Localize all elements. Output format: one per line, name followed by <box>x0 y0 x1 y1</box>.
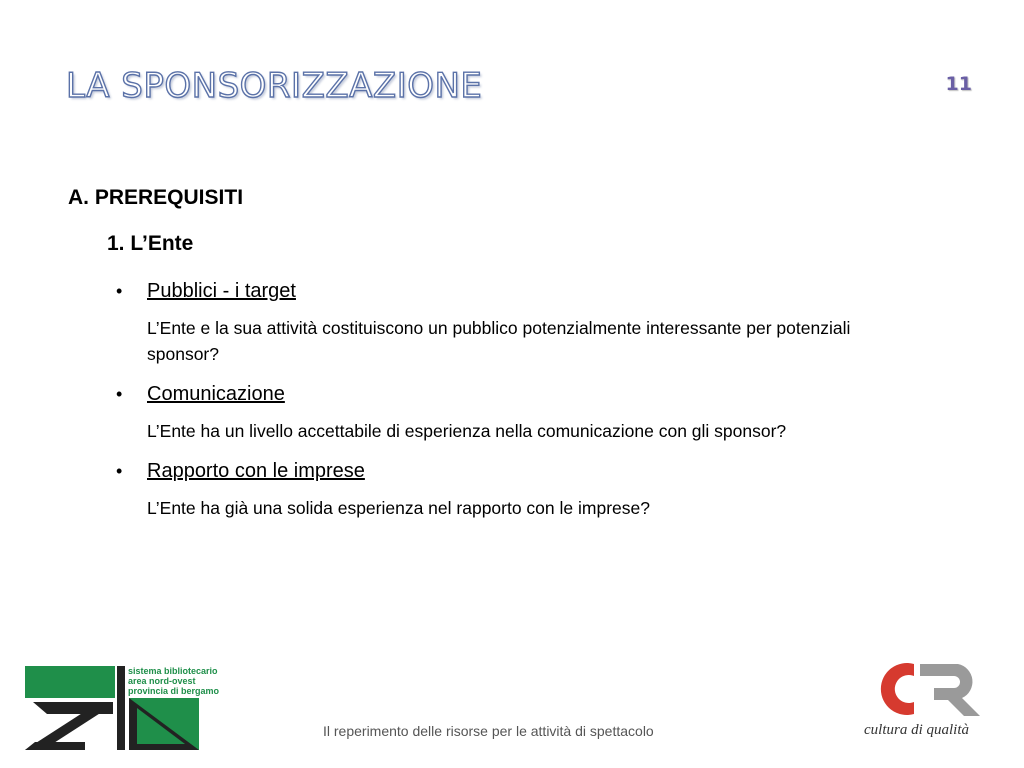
item-description: L’Ente ha un livello accettabile di esperienza nella comunicazione con gli sponsor? <box>147 421 787 441</box>
bullet-icon: • <box>116 384 123 404</box>
item-title: Pubblici - i target <box>147 280 296 302</box>
sb-logo-text: sistema bibliotecario area nord-ovest provincia di bergamo <box>128 666 220 696</box>
slide-number: 11 <box>945 73 972 95</box>
item-description: L’Ente ha già una solida esperienza nel rapporto con le imprese? <box>147 498 650 518</box>
section-heading: A. PREREQUISITI <box>68 186 244 209</box>
list-item <box>116 383 916 444</box>
bullet-icon: • <box>116 281 123 301</box>
list-item <box>116 460 916 521</box>
item-title: Comunicazione <box>147 383 285 405</box>
list-item <box>116 280 916 367</box>
cq-logo-icon <box>862 658 986 720</box>
bullet-list <box>116 280 916 537</box>
bullet-icon: • <box>116 461 123 481</box>
item-description: L’Ente e la sua attività costituiscono un pubblico potenzialmente interessante per potenziali sponsor? <box>147 318 851 364</box>
footer-text: Il reperimento delle risorse per le attività di spettacolo <box>323 723 654 739</box>
cq-logo-text: cultura di qualità <box>864 722 969 738</box>
item-title: Rapporto con le imprese <box>147 460 365 482</box>
subheading: 1. L’Ente <box>107 232 194 255</box>
slide-title: LA SPONSORIZZAZIONE <box>66 66 483 106</box>
